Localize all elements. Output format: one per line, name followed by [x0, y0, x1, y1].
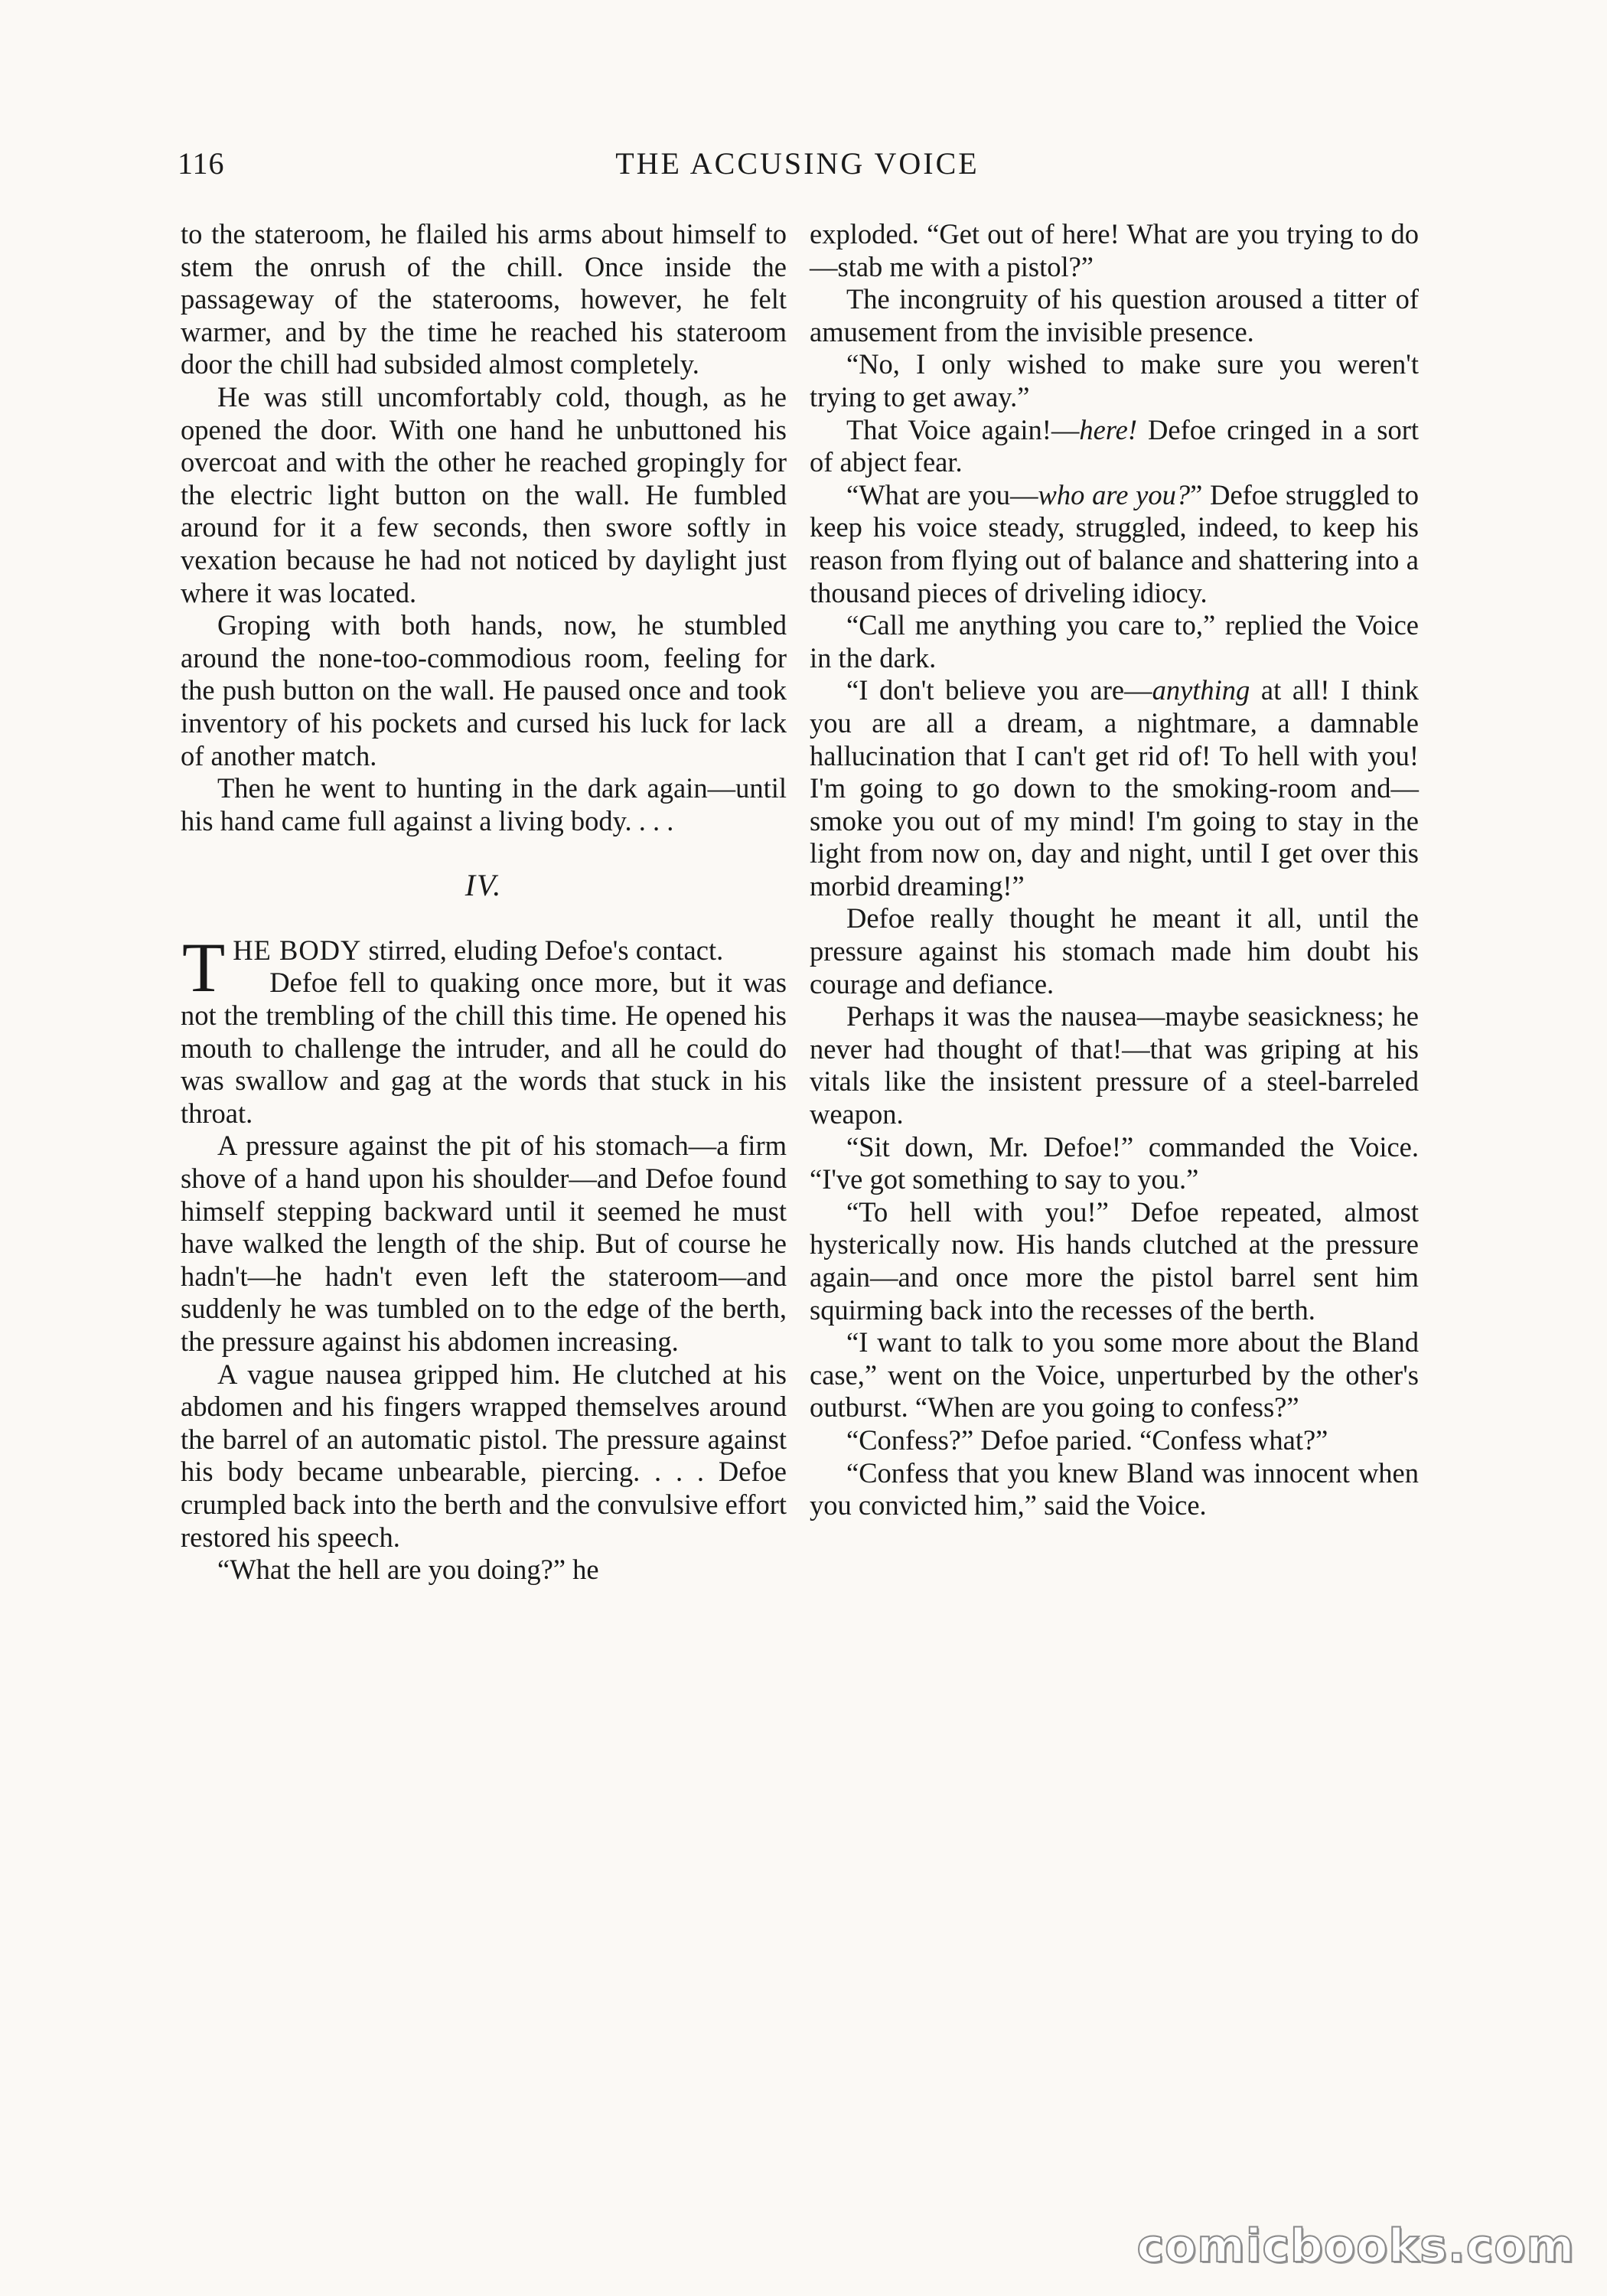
- paragraph: The incongruity of his question aroused a titter of amusement from the invisible presence.: [810, 283, 1419, 347]
- paragraph: Defoe fell to quaking once more, but it was not the trembling of the chill this time. He opened his mouth to challenge the intruder, and all he could do was swallow and gag at the words that stuck in his throat.: [181, 967, 787, 1129]
- text-run: ” Defoe struggled to keep his voice steady, struggled, indeed, to keep his reason from flying out of balance and shattering into a thousand pieces of driveling idiocy.: [810, 478, 1419, 608]
- section-opening-paragraph: [181, 928, 787, 1006]
- paragraph: He was still uncomfortably cold, though, as he opened the door. With one hand he unbuttoned his overcoat and with the other he reached gropingly for the electric light button on the wall. He fumbled around for it a few seconds, then swore softly in vexation because he had not noticed by daylight just where it was located.: [181, 380, 787, 608]
- drop-cap: T: [182, 928, 226, 1006]
- paragraph: “What the hell are you doing?” he: [217, 1554, 599, 1586]
- page-number: 116: [178, 146, 225, 181]
- paragraph: Perhaps it was the nausea—maybe seasickness; he never had thought of that!—that was griping at his vitals like the insistent pressure of a steel-barreled weapon.: [810, 1000, 1419, 1130]
- section-heading: IV.: [464, 868, 503, 903]
- watermark-logo: comicbooks.com: [1136, 2219, 1575, 2273]
- paragraph: “No, I only wished to make sure you weren't trying to get away.”: [810, 348, 1419, 413]
- page-header: [178, 145, 1417, 191]
- text-run: “What are you—: [846, 478, 1038, 510]
- paragraph: [810, 479, 1419, 609]
- paragraph: A pressure against the pit of his stomach—a firm shove of a hand upon his shoulder—and Defoe found himself stepping backward until it seemed he must have walked the length of the ship. But of course he hadn't—he hadn't even left the stateroom—and suddenly he was tumbled on to the edge of the berth, the pressure against his abdomen increasing.: [181, 1130, 787, 1357]
- paragraph: Then he went to hunting in the dark again—until his hand came full against a living body. . . .: [181, 772, 787, 837]
- text-run: Defoe cringed in a sort of abject fear.: [810, 413, 1419, 478]
- text-run: That Voice again!—: [846, 413, 1080, 445]
- text-run: at all! I think you are all a dream, a nightmare, a damnable hallucination that I can't get rid of! To hell with you! I'm going to go down to the smoking-room and—smoke you out of my mind! I'm going to stay in the light from now on, day and night, until I get over this morbid dreaming!”: [810, 674, 1420, 902]
- opening-text: stirred, eluding Defoe's contact.: [361, 934, 724, 966]
- paragraph: A vague nausea gripped him. He clutched at his abdomen and his fingers wrapped themselves around the barrel of an automatic pistol. The pressure against his body became unbearable, piercing. . . . Defoe crumpled back into the berth and the convulsive effort restored his speech.: [181, 1358, 787, 1553]
- emphasis: anything: [1152, 674, 1250, 706]
- paragraph: “To hell with you!” Defoe repeated, almost hysterically now. His hands clutched at the pressure again—and once more the pistol barrel sent him squirming back into the recesses of the berth.: [810, 1195, 1419, 1326]
- paragraph: Defoe really thought he meant it all, until the pressure against his stomach made him doubt his courage and defiance.: [810, 902, 1419, 1000]
- emphasis: who are you?: [1038, 478, 1191, 510]
- paragraph: [810, 414, 1419, 479]
- text-run: “I don't believe you are—: [846, 674, 1152, 706]
- right-column: [810, 218, 1419, 1522]
- left-column: [181, 218, 787, 1587]
- paragraph: exploded. “Get out of here! What are you trying to do—stab me with a pistol?”: [810, 218, 1419, 282]
- paragraph: “Sit down, Mr. Defoe!” commanded the Voice. “I've got something to say to you.”: [810, 1130, 1419, 1195]
- paragraph: “Confess?” Defoe paried. “Confess what?”: [846, 1424, 1328, 1456]
- paragraph: “I want to talk to you some more about the Bland case,” went on the Voice, unperturbed by the other's outburst. “When are you going to confess?”: [810, 1326, 1419, 1424]
- paragraph: [810, 674, 1419, 902]
- running-title: THE ACCUSING VOICE: [615, 146, 980, 181]
- paragraph: to the stateroom, he flailed his arms about himself to stem the onrush of the chill. Once inside the passageway of the staterooms, however, he felt warmer, and by the time he reached his stateroom door the chill had subsided almost completely.: [181, 218, 787, 380]
- emphasis: here!: [1079, 413, 1138, 445]
- paragraph: Groping with both hands, now, he stumbled around the none-too-commodious room, feeling for the push button on the wall. He paused once and took inventory of his pockets and cursed his luck for lack of another match.: [181, 609, 787, 771]
- paragraph: “Call me anything you care to,” replied the Voice in the dark.: [810, 609, 1419, 673]
- opening-smallcaps: HE BODY: [233, 934, 362, 966]
- paragraph: “Confess that you knew Bland was innocent when you convicted him,” said the Voice.: [810, 1456, 1419, 1521]
